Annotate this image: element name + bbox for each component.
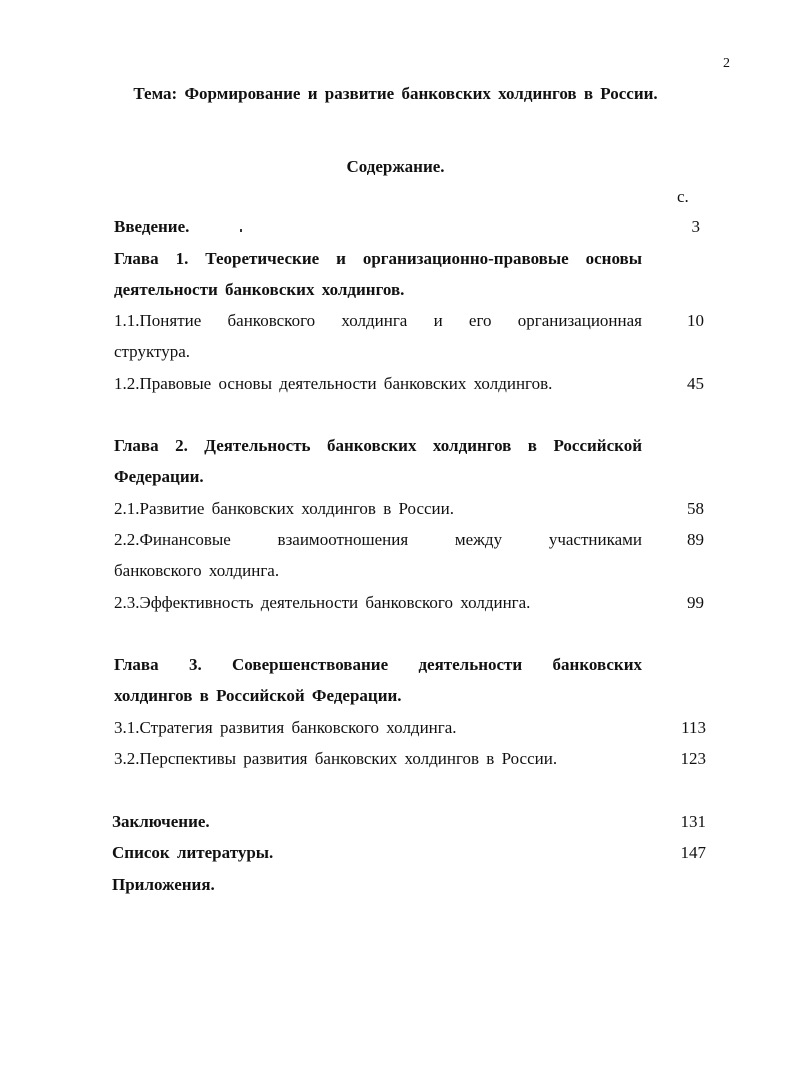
toc-chapter-3 — [114, 649, 642, 711]
contents-title: Содержание. — [346, 157, 445, 176]
toc-chapter-line: Глава 3. Совершенствование деятельности банковских — [114, 655, 642, 674]
toc-section-line: банковского холдинга. — [114, 561, 280, 580]
toc-chapter-2 — [114, 430, 642, 492]
toc-entry-appendices — [112, 869, 640, 900]
toc-entry-label: Список литературы. — [112, 843, 274, 862]
toc-section-label: 3.1.Стратегия развития банковского холдинга. — [114, 718, 457, 737]
toc-section-2-1 — [114, 493, 642, 524]
toc-section-line: 1.1.Понятие банковского холдинга и его организационная — [114, 311, 642, 330]
toc-chapter-1 — [114, 243, 642, 305]
page-column-label: с. — [677, 187, 689, 206]
toc-section-1-1 — [114, 305, 642, 367]
toc-chapter-line: деятельности банковских холдингов. — [114, 280, 405, 299]
toc-section-label: 3.2.Перспективы развития банковских холдингов в России. — [114, 749, 558, 768]
toc-section-1-2 — [114, 368, 642, 399]
toc-chapter-line: Федерации. — [114, 467, 204, 486]
toc-chapter-line: холдингов в Российской Федерации. — [114, 686, 402, 705]
toc-page-3-1: 113 — [681, 718, 706, 737]
toc-section-2-3 — [114, 587, 642, 618]
page-number: 2 — [723, 56, 730, 71]
toc-page-3-2: 123 — [680, 749, 706, 768]
toc-page-conclusion: 131 — [680, 812, 706, 831]
toc-entry-references — [112, 837, 640, 868]
toc-page-1-1: 10 — [687, 311, 704, 330]
toc-entry-conclusion — [112, 806, 640, 837]
toc-page-2-3: 99 — [687, 593, 704, 612]
toc-page-intro: 3 — [691, 217, 700, 236]
toc-section-label: 1.2.Правовые основы деятельности банковских холдингов. — [114, 374, 553, 393]
toc-chapter-line: Глава 2. Деятельность банковских холдингов в Российской — [114, 436, 642, 455]
toc-section-label: 2.1.Развитие банковских холдингов в России. — [114, 499, 454, 518]
toc-entry-label: Приложения. — [112, 875, 215, 894]
toc-page-2-1: 58 — [687, 499, 704, 518]
toc-section-3-1 — [114, 712, 642, 743]
toc-section-label: 2.3.Эффективность деятельности банковского холдинга. — [114, 593, 531, 612]
toc-chapter-line: Глава 1. Теоретические и организационно-правовые основы — [114, 249, 642, 268]
toc-page-2-2: 89 — [687, 530, 704, 549]
toc-page-references: 147 — [680, 843, 706, 862]
document-topic: Тема: Формирование и развитие банковских холдингов в России. — [133, 84, 658, 103]
toc-entry-label: Введение. — [114, 217, 190, 236]
toc-entry-label: Заключение. — [112, 812, 210, 831]
toc-section-line: 2.2.Финансовые взаимоотношения между участниками — [114, 530, 642, 549]
toc-section-3-2 — [114, 743, 642, 774]
toc-section-line: структура. — [114, 342, 190, 361]
toc-page-1-2: 45 — [687, 374, 704, 393]
toc-section-2-2 — [114, 524, 642, 586]
toc-entry-intro — [114, 211, 642, 242]
scan-speck — [240, 229, 242, 232]
